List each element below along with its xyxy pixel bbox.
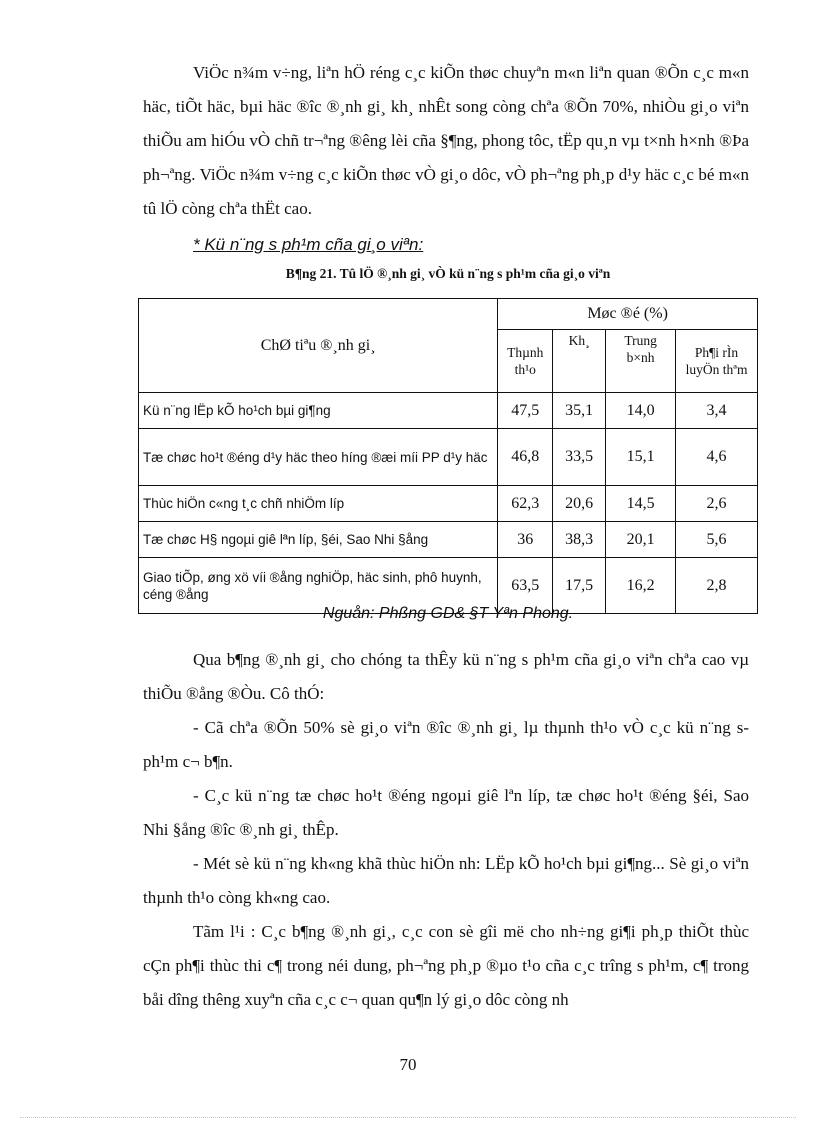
level-column-header: Kh¸ xyxy=(553,330,606,393)
level-column-header: Trung b×nh xyxy=(606,330,676,393)
criterion-cell: Thùc hiÖn c«ng t¸c chñ nhiÖm líp xyxy=(139,486,498,522)
bullet-paragraph: - Mét sè kü n¨ng kh«ng khã thùc hiÖn nh: LËp kÕ ho¹ch bµi gi¶ng... Sè gi¸o viªn thµnh th¹o còng kh«ng cao. xyxy=(143,854,749,907)
page-number: 70 xyxy=(399,1055,417,1074)
value-cell: 15,1 xyxy=(606,429,676,486)
value-cell: 14,5 xyxy=(606,486,676,522)
value-cell: 17,5 xyxy=(553,558,606,614)
bullet-paragraph: - C¸c kü n¨ng tæ chøc ho¹t ®éng ngoµi giê lªn líp, tæ chøc ho¹t ®éng §éi, Sao Nhi §ång ®îc ®¸nh gi¸ thÊp. xyxy=(143,786,749,839)
value-cell: 36 xyxy=(498,522,553,558)
table-source: Nguån: Phßng GD& §T Yªn Phong. xyxy=(322,605,574,622)
criterion-cell: Tæ chøc ho¹t ®éng d¹y häc theo híng ®æi míi PP d¹y häc xyxy=(139,429,498,486)
body-paragraph: Qua b¶ng ®¸nh gi¸ cho chóng ta thÊy kü n¨ng s ph¹m cña gi¸o viªn chªa cao vµ thiÕu ®ång ®Òu. Cô thÓ: xyxy=(143,650,749,703)
value-cell: 20,6 xyxy=(553,486,606,522)
value-cell: 46,8 xyxy=(498,429,553,486)
value-cell: 2,8 xyxy=(676,558,758,614)
value-cell: 16,2 xyxy=(606,558,676,614)
value-cell: 2,6 xyxy=(676,486,758,522)
value-cell: 4,6 xyxy=(676,429,758,486)
summary-paragraph: Tãm l¹i : C¸c b¶ng ®¸nh gi¸, c¸c con sè gîi më cho nh÷ng gi¶i ph¸p thiÕt thùc cÇn ph¶i thùc thi c¶ trong néi dung, ph¬ªng ph¸p ®µo t¹o cña c¸c trîng s ph¹m, c¶ trong båi dîng thêng xuyªn cña c¸c c¬ quan qu¶n lý gi¸o dôc còng nh xyxy=(143,922,749,1009)
value-cell: 38,3 xyxy=(553,522,606,558)
value-cell: 5,6 xyxy=(676,522,758,558)
skills-table xyxy=(138,298,758,614)
value-cell: 20,1 xyxy=(606,522,676,558)
value-cell: 35,1 xyxy=(553,393,606,429)
level-header: Møc ®é (%) xyxy=(498,299,758,330)
criterion-cell: Kü n¨ng lËp kÕ ho¹ch bµi gi¶ng xyxy=(139,393,498,429)
criterion-cell: Tæ chøc H§ ngoµi giê lªn líp, §éi, Sao Nhi §ång xyxy=(139,522,498,558)
level-column-header: Ph¶i rÌn luyÖn thªm xyxy=(676,330,758,393)
criterion-cell: Giao tiÕp, øng xö víi ®ång nghiÖp, häc sinh, phô huynh, céng ®ång xyxy=(139,558,498,614)
value-cell: 14,0 xyxy=(606,393,676,429)
bottom-divider xyxy=(20,1117,796,1118)
criteria-header: ChØ tiªu ®¸nh gi¸ xyxy=(139,299,498,393)
table-header-row xyxy=(139,299,758,330)
value-cell: 47,5 xyxy=(498,393,553,429)
value-cell: 62,3 xyxy=(498,486,553,522)
table-row xyxy=(139,522,758,558)
intro-paragraph: ViÖc n¾m v÷ng, liªn hÖ réng c¸c kiÕn thøc chuyªn m«n liªn quan ®Õn c¸c m«n häc, tiÕt häc, bµi häc ®îc ®¸nh gi¸ kh¸ nhÊt song còng chªa ®Õn 70%, nhiÒu gi¸o viªn thiÕu am hiÓu vÒ chñ tr¬ªng ®êng lèi cña §¶ng, phong tôc, tËp qu¸n vµ t×nh h×nh ®Þa ph¬ªng. ViÖc n¾m v÷ng c¸c kiÕn thøc vÒ gi¸o dôc, vÒ ph¬ªng ph¸p d¹y häc c¸c bé m«n tû lÖ còng chªa thËt cao. xyxy=(143,63,749,218)
table-caption: B¶ng 21. Tû lÖ ®¸nh gi¸ vÒ kü n¨ng s ph¹m cña gi¸o viªn xyxy=(285,266,611,281)
table-row xyxy=(139,429,758,486)
conclusion-block xyxy=(143,643,749,1017)
table-row xyxy=(139,486,758,522)
bullet-paragraph: - Cã chªa ®Õn 50% sè gi¸o viªn ®îc ®¸nh gi¸ lµ thµnh th¹o vÒ c¸c kü n¨ng s ph¹m c¬ b¶n. xyxy=(143,718,749,771)
skills-heading: * Kü n¨ng s ph¹m cña gi¸o viªn: xyxy=(193,235,424,254)
value-cell: 63,5 xyxy=(498,558,553,614)
value-cell: 33,5 xyxy=(553,429,606,486)
table-row xyxy=(139,393,758,429)
value-cell: 3,4 xyxy=(676,393,758,429)
level-column-header: Thµnh th¹o xyxy=(498,330,553,393)
